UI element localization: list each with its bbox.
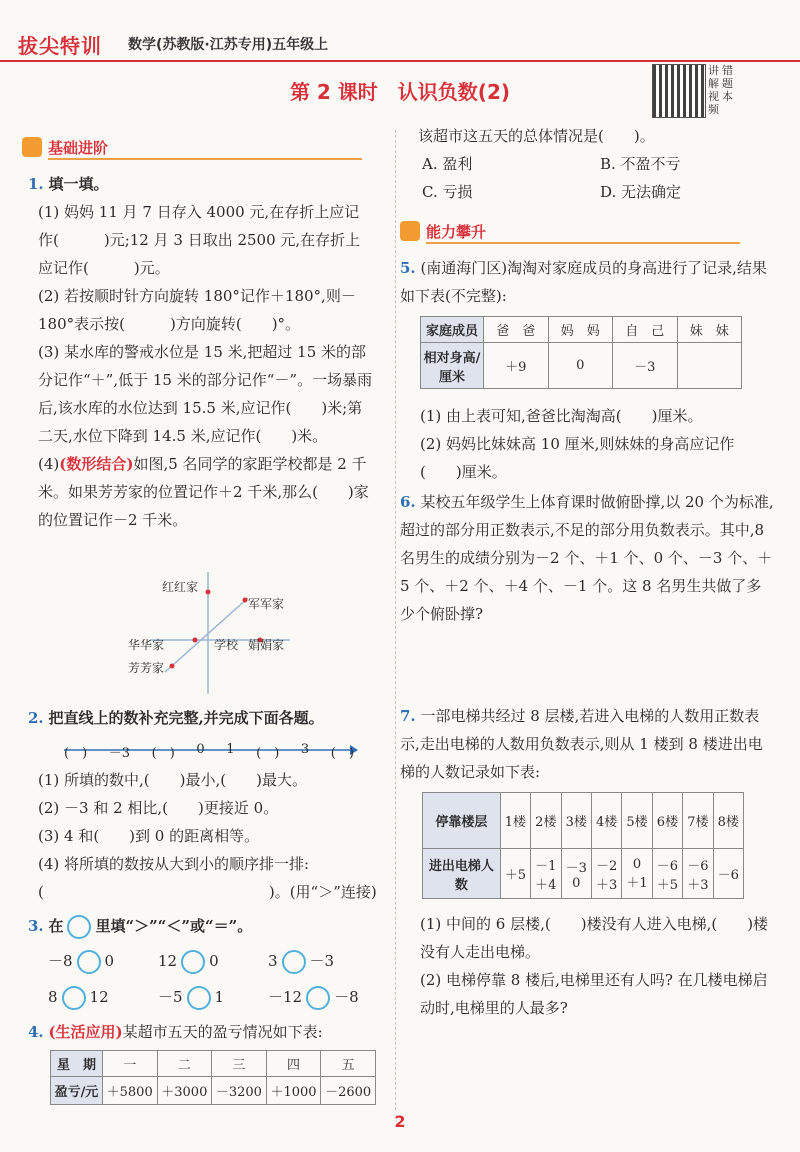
pencil-icon xyxy=(22,137,42,157)
table-cell: －3 xyxy=(613,343,678,389)
table-cell: －2 ＋3 xyxy=(591,849,621,899)
q1-part1: (1) 妈妈 11 月 7 日存入 4000 元,在存折上应记作( )元;12 月 3 日取出 2500 元,在存折上应记作( )元。 xyxy=(38,203,361,277)
table-row-head: 停靠楼层 xyxy=(423,793,501,849)
q6-text: 某校五年级学生上体育课时做俯卧撑,以 20 个为标准,超过的部分用正数表示,不足的部分用负数表示。其中,8 名男生的成绩分别为－2 个、＋1 个、0 个、－3 个、＋5 个、＋2 个、＋4 个、－1 个。这 8 名男生共做了多少个俯卧撑? xyxy=(400,493,774,623)
map-label-jun: 军军家 xyxy=(248,597,285,611)
table-cell: ＋5 xyxy=(500,849,530,899)
question-2-parts xyxy=(38,766,378,906)
answer-circle[interactable] xyxy=(282,950,306,974)
q1-part4: 如图,5 名同学的家距学校都是 2 千米。如果芳芳家的位置记作＋2 千米,那么( )家的位置记作－2 千米。 xyxy=(38,455,369,529)
table-cell: －3 0 xyxy=(561,849,591,899)
question-4 xyxy=(28,1018,373,1046)
compare-item: 12 0 xyxy=(158,950,268,974)
q1-head: 填一填。 xyxy=(48,175,109,193)
table-cell: 6楼 xyxy=(652,793,682,849)
q7-part2: (2) 电梯停靠 8 楼后,电梯里还有人吗? 在几楼电梯启动时,电梯里的人最多? xyxy=(420,971,768,1017)
table-cell: 3楼 xyxy=(561,793,591,849)
table-cell: 盈亏/元 xyxy=(51,1077,103,1105)
option-b[interactable]: B. 不盈不亏 xyxy=(600,155,681,173)
table-row-head: 进出电梯人数 xyxy=(423,849,501,899)
q2-number: 2. xyxy=(28,709,44,727)
compare-item: －12 －8 xyxy=(268,986,378,1010)
compare-item: 3 －3 xyxy=(268,950,378,974)
page-title: 第 2 课时 认识负数(2) xyxy=(289,80,511,104)
q5-part2: (2) 妈妈比妹妹高 10 厘米,则妹妹的身高应记作( )厘米。 xyxy=(420,435,735,481)
comparison-grid xyxy=(48,950,378,1010)
table-header: 家庭成员 xyxy=(421,317,484,343)
height-table xyxy=(420,316,742,389)
table-cell: 2楼 xyxy=(531,793,561,849)
q3-number: 3. xyxy=(28,917,44,935)
table-cell[interactable] xyxy=(677,343,742,389)
q4-tag: (生活应用) xyxy=(48,1023,123,1041)
line-label: ( ) xyxy=(256,746,280,761)
question-7 xyxy=(400,702,775,786)
table-header: 五 xyxy=(321,1051,376,1077)
line-label: 1 xyxy=(226,742,235,757)
q1-number: 1. xyxy=(28,175,44,193)
profit-table xyxy=(50,1050,376,1105)
table-cell: 0 xyxy=(548,343,613,389)
q2-part4: (4) 将所填的数按从大到小的顺序排一排: xyxy=(38,855,310,873)
hand-icon xyxy=(400,221,420,241)
section-basic-label: 基础进阶 xyxy=(48,138,109,157)
question-2 xyxy=(28,704,373,732)
number-line-labels xyxy=(64,742,354,761)
answer-circle[interactable] xyxy=(187,986,211,1010)
table-header: 妹 妹 xyxy=(677,317,742,343)
table-header: 爸 爸 xyxy=(484,317,549,343)
question-5-parts xyxy=(420,402,775,486)
option-c[interactable]: C. 亏损 xyxy=(422,183,473,201)
question-7-parts xyxy=(420,910,775,1022)
question-5 xyxy=(400,254,775,310)
q7-number: 7. xyxy=(400,707,416,725)
q1-part4-label: (4) xyxy=(38,455,60,473)
q1-part2: (2) 若按顺时针方向旋转 180°记作＋180°,则－180°表示按( )方向旋转( )°。 xyxy=(38,287,356,333)
q4-continuation xyxy=(418,122,778,206)
question-6 xyxy=(400,488,775,628)
table-cell: ＋9 xyxy=(484,343,549,389)
table-cell: ＋3000 xyxy=(157,1077,212,1105)
table-cell: 8楼 xyxy=(713,793,743,849)
q2-part4-answer: ( )。(用“＞”连接) xyxy=(38,883,377,901)
q2-part1: (1) 所填的数中,( )最小,( )最大。 xyxy=(38,771,307,789)
table-cell: －6 xyxy=(713,849,743,899)
option-a[interactable]: A. 盈利 xyxy=(422,155,473,173)
qr-label-errors: 错题本 xyxy=(722,64,733,103)
q7-part1: (1) 中间的 6 层楼,( )楼没有人进入电梯,( )楼没有人走出电梯。 xyxy=(420,915,769,961)
table-cell: －2600 xyxy=(321,1077,376,1105)
table-row-head: 相对身高/厘米 xyxy=(421,343,484,389)
map-label-hua: 华华家 xyxy=(128,638,165,652)
question-3 xyxy=(28,912,373,940)
answer-circle[interactable] xyxy=(181,950,205,974)
answer-circle[interactable] xyxy=(77,950,101,974)
q2-part2: (2) －3 和 2 相比,( )更接近 0。 xyxy=(38,799,279,817)
table-header: 二 xyxy=(157,1051,212,1077)
q4-head: 某超市五天的盈亏情况如下表: xyxy=(122,1023,323,1041)
table-header: 自 己 xyxy=(613,317,678,343)
q5-head: (南通海门区)淘淘对家庭成员的身高进行了记录,结果如下表(不完整): xyxy=(400,259,767,305)
table-cell: 7楼 xyxy=(683,793,713,849)
answer-circle[interactable] xyxy=(62,986,86,1010)
option-d[interactable]: D. 无法确定 xyxy=(600,183,682,201)
q3-head-a: 在 xyxy=(48,917,64,935)
school-map-diagram xyxy=(120,572,320,697)
q1-part3: (3) 某水库的警戒水位是 15 米,把超过 15 米的部分记作“＋”,低于 15 米的部分记作“－”。一场暴雨后,该水库的水位达到 15.5 米,应记作( )米;第二天,水位下降到 14.5 米,应记作( )米。 xyxy=(38,343,373,445)
table-header: 一 xyxy=(102,1051,157,1077)
qr-label-video: 讲解视频 xyxy=(708,64,719,116)
table-cell: 5楼 xyxy=(622,793,652,849)
table-cell: 1楼 xyxy=(500,793,530,849)
column-divider xyxy=(395,130,396,1110)
header-divider xyxy=(0,60,800,62)
section-basic xyxy=(22,134,362,160)
table-cell: －6 ＋3 xyxy=(683,849,713,899)
q1-tag: (数形结合) xyxy=(59,455,134,473)
table-header: 四 xyxy=(266,1051,321,1077)
table-cell: ＋1000 xyxy=(266,1077,321,1105)
question-1 xyxy=(28,170,373,534)
line-label: －3 xyxy=(108,746,131,761)
page-number: 2 xyxy=(394,1112,406,1131)
book-subtitle: 数学(苏教版·江苏专用)五年级上 xyxy=(128,37,329,53)
line-label: 0 xyxy=(196,742,205,757)
q3-head-b: 里填“＞”“＜”或“＝”。 xyxy=(95,917,253,935)
qr-code-icon[interactable] xyxy=(652,64,706,118)
elevator-table xyxy=(422,792,744,899)
table-cell: 4楼 xyxy=(591,793,621,849)
line-label: ( ) xyxy=(64,746,88,761)
compare-item: －8 0 xyxy=(48,950,158,974)
line-label: ( ) xyxy=(330,746,354,761)
table-cell: －6 ＋5 xyxy=(652,849,682,899)
table-cell: 0 ＋1 xyxy=(622,849,652,899)
q6-number: 6. xyxy=(400,493,416,511)
table-cell: －1 ＋4 xyxy=(531,849,561,899)
map-label-fang: 芳芳家 xyxy=(128,661,165,675)
table-cell: －3200 xyxy=(212,1077,267,1105)
line-label: 3 xyxy=(300,742,310,757)
section-advanced-label: 能力攀升 xyxy=(426,222,487,241)
q2-head: 把直线上的数补充完整,并完成下面各题。 xyxy=(48,709,324,727)
table-header: 三 xyxy=(212,1051,267,1077)
table-header: 星 期 xyxy=(51,1051,103,1077)
q5-number: 5. xyxy=(400,259,416,277)
map-label-hong: 红红家 xyxy=(162,580,199,594)
table-cell: ＋5800 xyxy=(102,1077,157,1105)
table-header: 妈 妈 xyxy=(548,317,613,343)
answer-circle[interactable] xyxy=(306,986,330,1010)
map-label-school: 学校 xyxy=(214,638,239,652)
compare-item: －5 1 xyxy=(158,986,268,1010)
line-label: ( ) xyxy=(151,746,175,761)
brand-title: 拔尖特训 xyxy=(18,34,102,58)
section-advanced xyxy=(400,218,740,244)
q2-part3: (3) 4 和( )到 0 的距离相等。 xyxy=(38,827,260,845)
map-label-juan: 娟娟家 xyxy=(248,638,285,652)
circle-icon xyxy=(67,915,91,939)
q7-text: 一部电梯共经过 8 层楼,若进入电梯的人数用正数表示,走出电梯的人数用负数表示,则从 1 楼到 8 楼进出电梯的人数记录如下表: xyxy=(400,707,763,781)
compare-item: 8 12 xyxy=(48,986,158,1010)
q4-question: 该超市这五天的总体情况是( )。 xyxy=(418,127,655,145)
q4-number: 4. xyxy=(28,1023,44,1041)
q5-part1: (1) 由上表可知,爸爸比淘淘高( )厘米。 xyxy=(420,407,703,425)
